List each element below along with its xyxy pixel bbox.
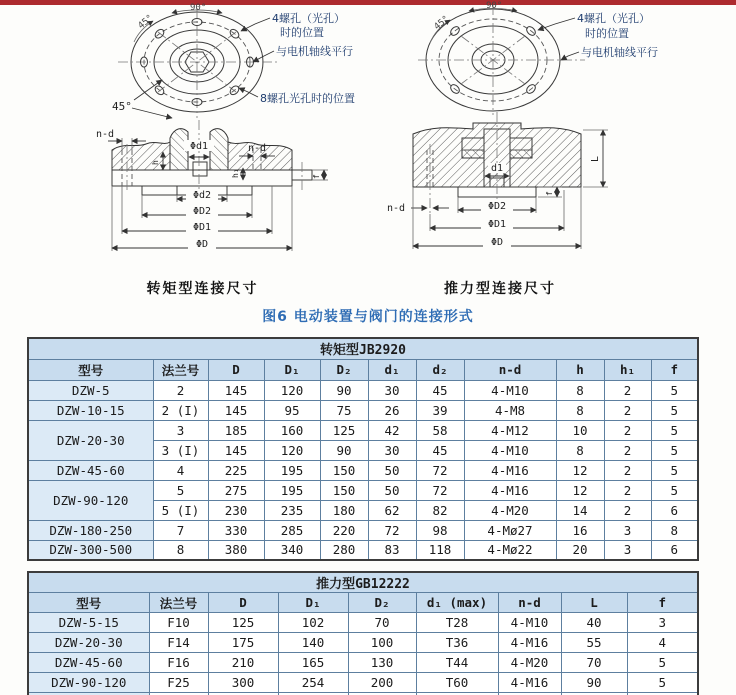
table-row: [28, 380, 698, 400]
cell-model: DZW-5-15: [28, 613, 149, 633]
cell: 55: [561, 633, 627, 653]
cell: 2: [604, 420, 651, 440]
cell: 4-M16: [464, 480, 556, 500]
cell: 210: [208, 653, 278, 673]
cell: 2 (I): [153, 400, 208, 420]
cell: 145: [208, 440, 264, 460]
cell: 275: [208, 480, 264, 500]
cell: 254: [278, 673, 348, 693]
cell: 330: [208, 520, 264, 540]
cell: 280: [320, 540, 368, 560]
col-header: 法兰号: [153, 359, 208, 380]
dim-f-label-right-section: f: [545, 191, 554, 196]
cell: 12: [556, 460, 604, 480]
cell: 180: [320, 500, 368, 520]
cell: 4-M20: [498, 653, 561, 673]
cell: 5 (I): [153, 500, 208, 520]
thrust-table: [27, 571, 699, 695]
col-header: f: [651, 359, 698, 380]
cell: 82: [416, 500, 464, 520]
cell: 4-M10: [464, 380, 556, 400]
cell: 225: [208, 460, 264, 480]
cell: 4-M16: [498, 633, 561, 653]
dim-phi-D2-label: ΦD2: [192, 206, 212, 217]
angle-45-arc-label-right: 45°: [432, 14, 452, 33]
cell: 70: [348, 613, 416, 633]
col-header: 法兰号: [149, 593, 208, 613]
dim-f-label-left-section: f: [312, 174, 321, 179]
cell: 58: [416, 420, 464, 440]
cell: 2: [604, 460, 651, 480]
table-title: 推力型GB12222: [28, 572, 698, 593]
nd-label-right-section: n-d: [386, 203, 406, 214]
col-header: D: [208, 359, 264, 380]
cell: 220: [320, 520, 368, 540]
cell: 200: [348, 673, 416, 693]
cell: 16: [556, 520, 604, 540]
cell: 4-M10: [464, 440, 556, 460]
table-row: [28, 633, 698, 653]
torque-section-caption: 转矩型连接尺寸: [146, 281, 259, 297]
cell: F14: [149, 633, 208, 653]
left-view-8hole-label: 8螺孔光孔时的位置: [260, 92, 355, 105]
cell: 230: [208, 500, 264, 520]
cell: 4-Mø27: [464, 520, 556, 540]
cell: 185: [208, 420, 264, 440]
cell: 4-M10: [498, 613, 561, 633]
cell: 4-M12: [464, 420, 556, 440]
cell: 8: [153, 540, 208, 560]
table-row: [28, 613, 698, 633]
cell: 120: [264, 380, 320, 400]
cell: 285: [264, 520, 320, 540]
cell: 50: [368, 460, 416, 480]
right-view-4hole-label-line1: 4螺孔（光孔）: [577, 12, 650, 25]
thrust-flange-top-view: [418, 1, 658, 115]
col-header: d₂: [416, 359, 464, 380]
thrust-cross-section: [387, 112, 608, 249]
cell: 5: [651, 440, 698, 460]
cell: 50: [368, 480, 416, 500]
right-view-4hole-label-line2: 时的位置: [585, 27, 629, 40]
table-row: [28, 480, 698, 500]
cell: 75: [320, 400, 368, 420]
left-view-4hole-label-line1: 4螺孔（光孔）: [272, 12, 345, 25]
cell: 4: [627, 633, 698, 653]
left-view-axis-label: 与电机轴线平行: [276, 45, 353, 58]
cell: 4-Mø22: [464, 540, 556, 560]
cell: 5: [651, 480, 698, 500]
cell: 83: [368, 540, 416, 560]
cell: 20: [556, 540, 604, 560]
cell: 4-M20: [464, 500, 556, 520]
cell: 150: [320, 460, 368, 480]
dim-phi-D-label-right: ΦD: [490, 237, 504, 248]
nd-label-left: n-d: [95, 129, 115, 140]
cell: 5: [153, 480, 208, 500]
cell: 8: [556, 400, 604, 420]
cell: 195: [264, 480, 320, 500]
col-header: D: [208, 593, 278, 613]
cell: 2: [604, 400, 651, 420]
cell: T28: [416, 613, 498, 633]
dim-h1-label: h₁: [231, 168, 240, 178]
angle-45-arc-label-left: 45°: [136, 13, 156, 32]
cell-model: DZW-45-60: [28, 460, 153, 480]
torque-flange-top-view: [112, 3, 355, 118]
table-row: [28, 520, 698, 540]
cell: 72: [368, 520, 416, 540]
col-header: f: [627, 593, 698, 613]
cell: 118: [416, 540, 464, 560]
table-row: [28, 460, 698, 480]
torque-cross-section: [96, 120, 328, 251]
cell: 340: [264, 540, 320, 560]
cell: 235: [264, 500, 320, 520]
cell-model: DZW-300-500: [28, 540, 153, 560]
table-row: [28, 420, 698, 440]
cell: 175: [208, 633, 278, 653]
col-header: D₂: [348, 593, 416, 613]
table-row: [28, 540, 698, 560]
cell: 150: [320, 480, 368, 500]
col-header: n-d: [498, 593, 561, 613]
cell: 5: [627, 653, 698, 673]
cell: 2: [604, 440, 651, 460]
col-header: n-d: [464, 359, 556, 380]
col-header: 型号: [28, 359, 153, 380]
cell: 4: [153, 460, 208, 480]
cell: 100: [348, 633, 416, 653]
cell: 90: [561, 673, 627, 693]
cell: 5: [651, 400, 698, 420]
cell: 4-M8: [464, 400, 556, 420]
cell: 70: [561, 653, 627, 673]
cell: 39: [416, 400, 464, 420]
figure-drawings: [0, 0, 736, 272]
cell: 42: [368, 420, 416, 440]
thrust-section-caption: 推力型连接尺寸: [444, 281, 556, 297]
cell: 8: [556, 380, 604, 400]
angle-90-label-right: 90°: [486, 1, 503, 11]
cell-model: DZW-20-30: [28, 420, 153, 460]
cell: F25: [149, 673, 208, 693]
dim-phi-D1-label-right: ΦD1: [487, 219, 507, 230]
cell: 3: [604, 540, 651, 560]
cell: 3: [604, 520, 651, 540]
cell: 5: [651, 460, 698, 480]
cell: 380: [208, 540, 264, 560]
cell: 2: [604, 380, 651, 400]
cell: 40: [561, 613, 627, 633]
cell-model: DZW-5: [28, 380, 153, 400]
col-header: h: [556, 359, 604, 380]
cell: 3: [153, 420, 208, 440]
nd-label-right: n-d: [247, 143, 267, 154]
cell: 3 (I): [153, 440, 208, 460]
angle-45-label-left: 45°: [112, 100, 132, 113]
cell: 90: [320, 380, 368, 400]
dim-phi-D-label: ΦD: [195, 239, 209, 250]
cell: F16: [149, 653, 208, 673]
col-header: 型号: [28, 593, 149, 613]
col-header: D₁: [278, 593, 348, 613]
cell: 30: [368, 440, 416, 460]
dim-phi-d1-label: Φd1: [189, 141, 209, 152]
cell: 102: [278, 613, 348, 633]
dim-phi-D1-label: ΦD1: [192, 222, 212, 233]
cell: 165: [278, 653, 348, 673]
col-header: D₂: [320, 359, 368, 380]
cell-model: DZW-180-250: [28, 520, 153, 540]
cell: 145: [208, 400, 264, 420]
cell: 45: [416, 440, 464, 460]
torque-table: [27, 337, 699, 561]
table-row: [28, 673, 698, 693]
cell: 4-M16: [464, 460, 556, 480]
cell: 45: [416, 380, 464, 400]
dim-phi-D2-label-right: ΦD2: [487, 201, 507, 212]
cell: 120: [264, 440, 320, 460]
cell: 10: [556, 420, 604, 440]
cell: F10: [149, 613, 208, 633]
table-title: 转矩型JB2920: [28, 338, 698, 359]
cell-model: DZW-90-120: [28, 480, 153, 520]
cell: 3: [627, 613, 698, 633]
cell: 26: [368, 400, 416, 420]
cell: 12: [556, 480, 604, 500]
cell: 4-M16: [498, 673, 561, 693]
right-view-axis-label: 与电机轴线平行: [581, 46, 658, 59]
cell: 8: [651, 520, 698, 540]
col-header: D₁: [264, 359, 320, 380]
cell-model: DZW-45-60: [28, 653, 149, 673]
figure-caption: 图6 电动装置与阀门的连接形式: [262, 309, 474, 325]
cell: 145: [208, 380, 264, 400]
angle-90-label-left: 90°: [190, 3, 207, 13]
table-row: [28, 400, 698, 420]
cell: 160: [264, 420, 320, 440]
cell: 7: [153, 520, 208, 540]
cell: 2: [153, 380, 208, 400]
dim-d1-label-right-section: d1: [490, 163, 504, 174]
cell: 98: [416, 520, 464, 540]
cell: 72: [416, 460, 464, 480]
cell: 6: [651, 540, 698, 560]
cell: 8: [556, 440, 604, 460]
cell: 130: [348, 653, 416, 673]
cell: T36: [416, 633, 498, 653]
dim-phi-d2-label: Φd2: [192, 190, 212, 201]
cell: 125: [320, 420, 368, 440]
cell-model: DZW-20-30: [28, 633, 149, 653]
col-header: h₁: [604, 359, 651, 380]
cell: 72: [416, 480, 464, 500]
dim-L-label: L: [590, 155, 601, 162]
cell: 300: [208, 673, 278, 693]
cell: 62: [368, 500, 416, 520]
cell: 140: [278, 633, 348, 653]
col-header: L: [561, 593, 627, 613]
cell-model: DZW-90-120: [28, 673, 149, 693]
cell: 14: [556, 500, 604, 520]
cell: T60: [416, 673, 498, 693]
cell: 30: [368, 380, 416, 400]
col-header: d₁ (max): [416, 593, 498, 613]
cell: 2: [604, 480, 651, 500]
cell: 90: [320, 440, 368, 460]
cell: 125: [208, 613, 278, 633]
cell: 95: [264, 400, 320, 420]
col-header: d₁: [368, 359, 416, 380]
cell: 5: [651, 420, 698, 440]
left-view-4hole-label-line2: 时的位置: [280, 26, 324, 39]
cell: T44: [416, 653, 498, 673]
dim-h-label: h: [151, 160, 160, 165]
cell: 5: [627, 673, 698, 693]
table-row: [28, 653, 698, 673]
cell: 5: [651, 380, 698, 400]
cell: 195: [264, 460, 320, 480]
cell: 2: [604, 500, 651, 520]
cell-model: DZW-10-15: [28, 400, 153, 420]
cell: 6: [651, 500, 698, 520]
